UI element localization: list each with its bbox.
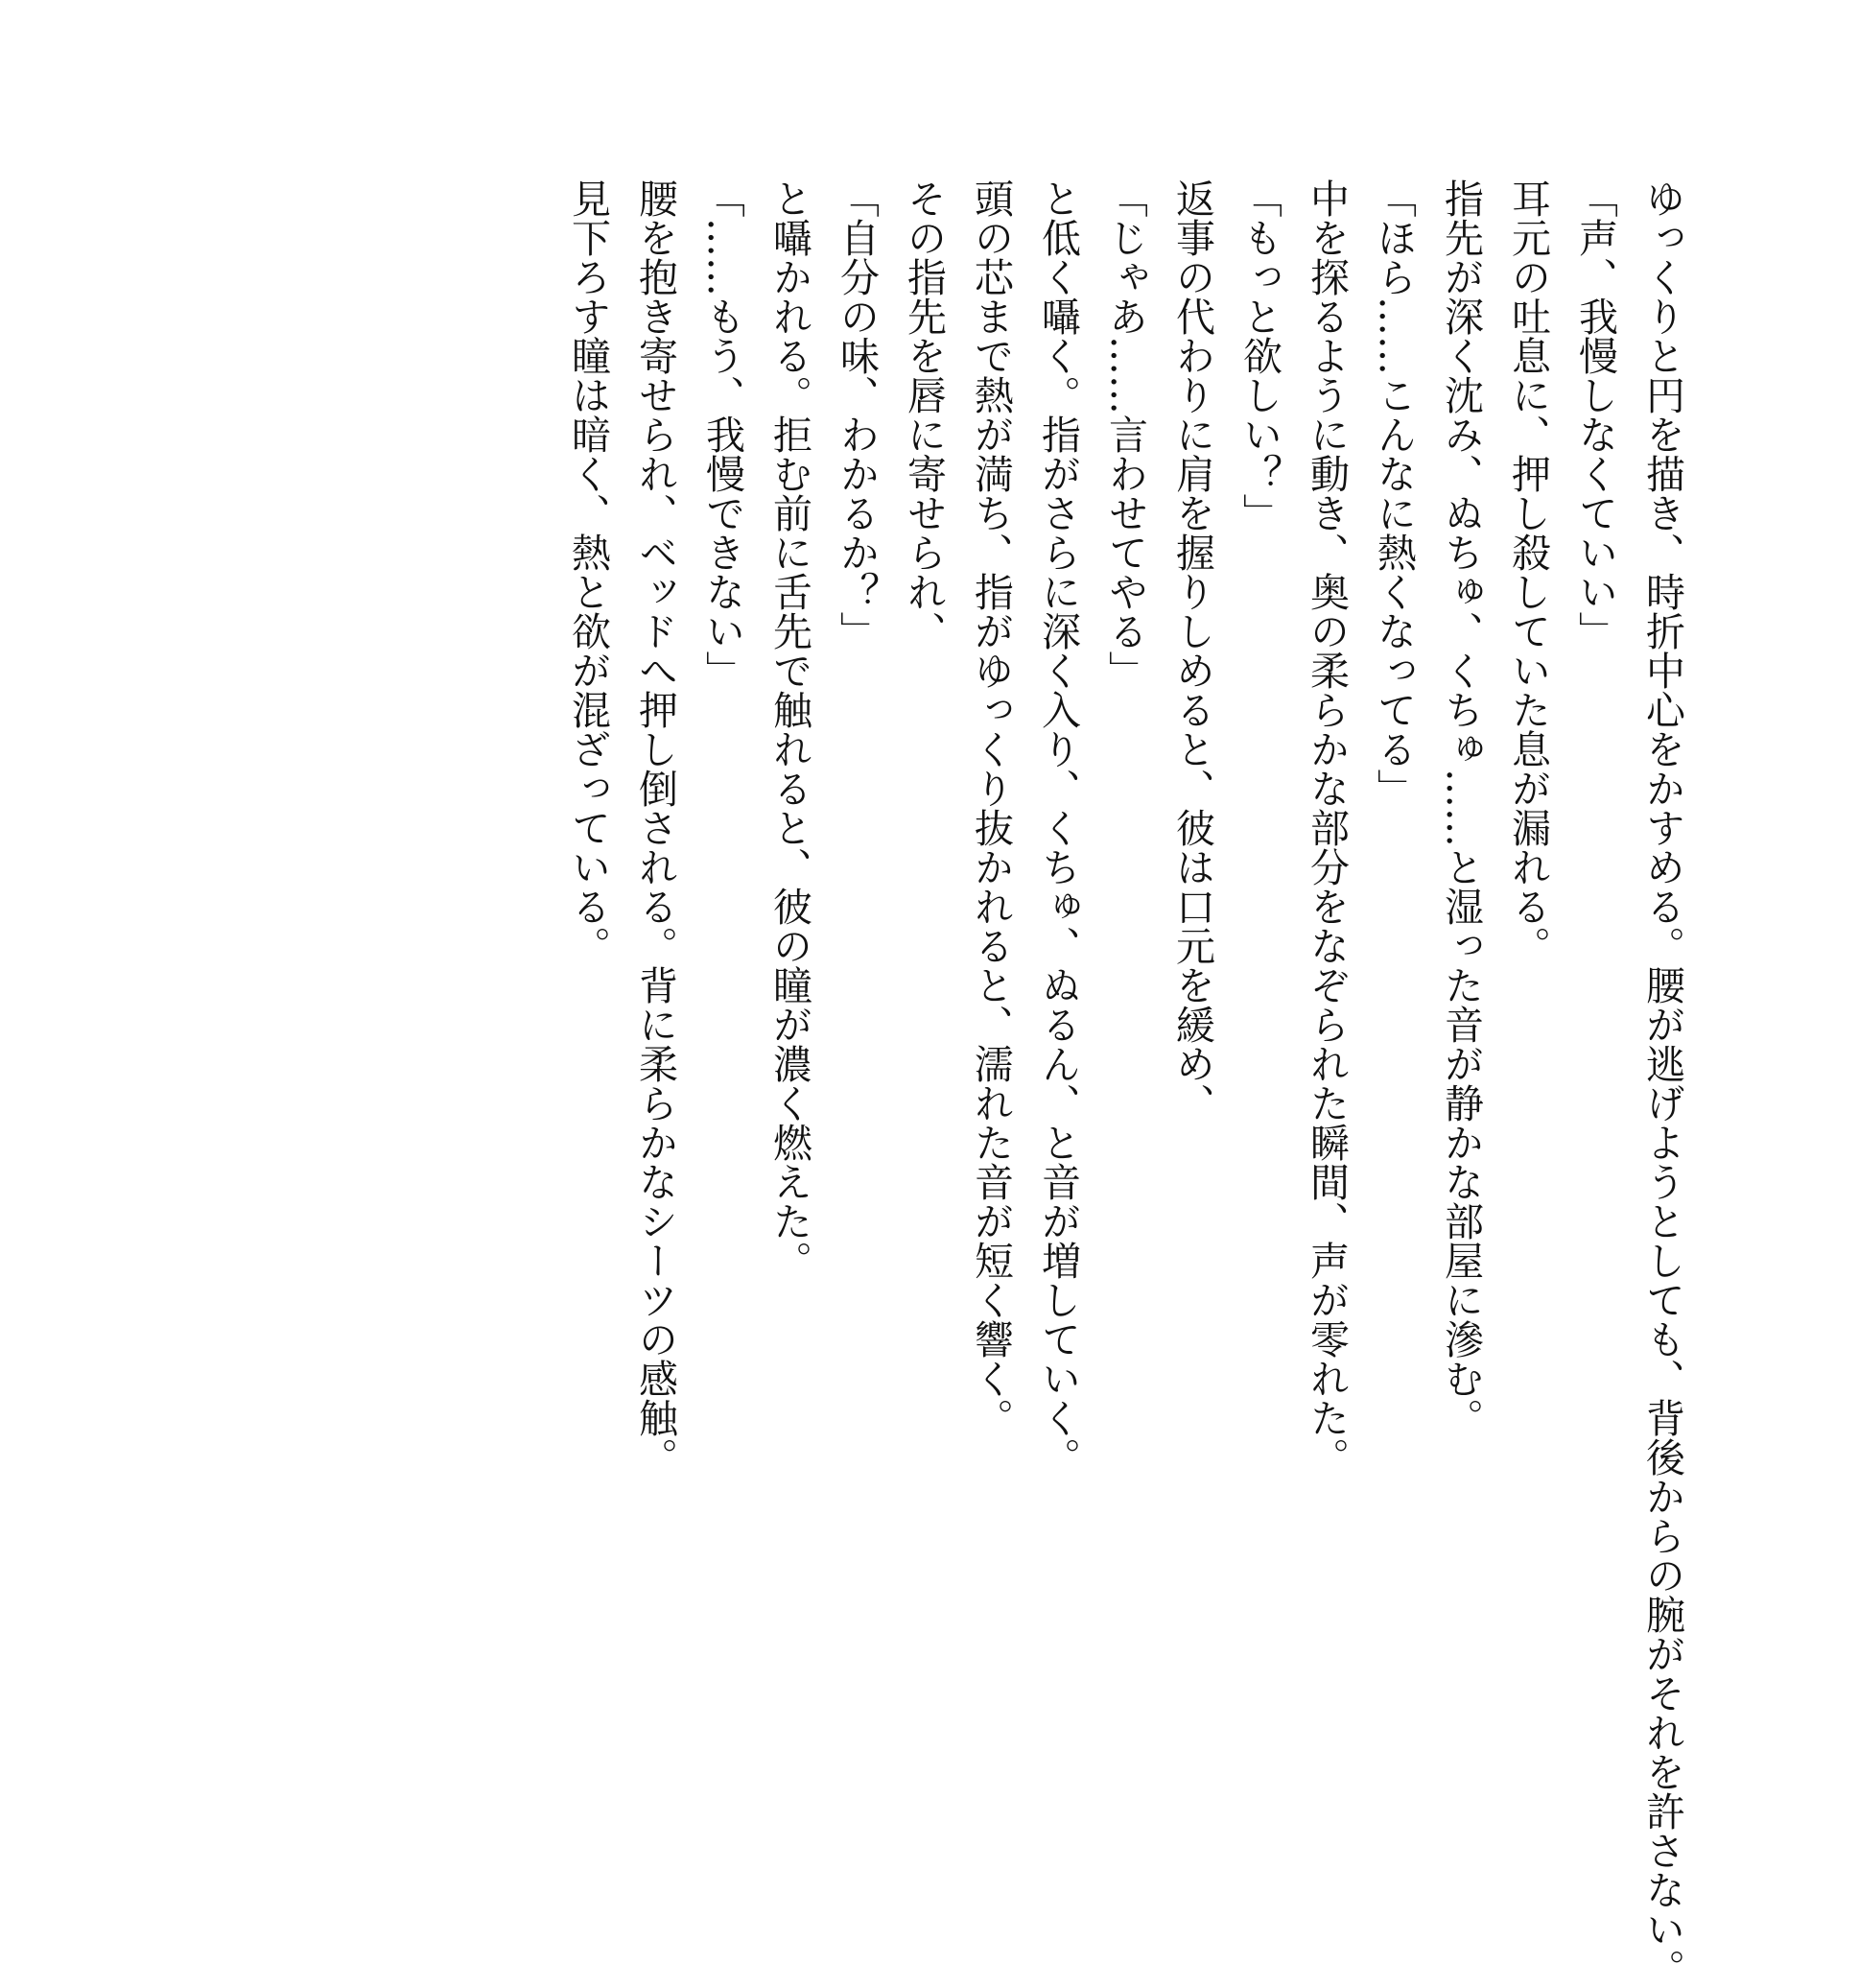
vertical-text-body xyxy=(554,178,1696,1988)
text-line: 返事の代わりに肩を握りしめると、彼は口元を緩め、 xyxy=(1169,178,1215,1123)
dialogue-line: 「ほら……こんなに熱くなってる」 xyxy=(1371,178,1417,808)
text-line: 耳元の吐息に、押し殺していた息が漏れる。 xyxy=(1505,178,1551,965)
dialogue-line: 「声、我慢しなくていい」 xyxy=(1572,178,1618,651)
text-line: 中を探るように動き、奥の柔らかな部分をなぞられた瞬間、声が零れた。 xyxy=(1304,178,1350,1477)
text-line: 腰を抱き寄せられ、ベッドへ押し倒される。背に柔らかなシーツの感触。 xyxy=(632,178,678,1477)
text-line: ゆっくりと円を描き、時折中心をかすめる。腰が逃げようとしても、背後からの腕がそれを許さない。 xyxy=(1639,178,1685,1988)
text-line: その指先を唇に寄せられ、 xyxy=(901,178,947,651)
text-line: 見下ろす瞳は暗く、熱と欲が混ざっている。 xyxy=(565,178,611,965)
text-line: と低く囁く。指がさらに深く入り、くちゅ、ぬるん、と音が増していく。 xyxy=(1035,178,1081,1477)
dialogue-line: 「……もう、我慢できない」 xyxy=(699,178,745,690)
text-line: と囁かれる。拒む前に舌先で触れると、彼の瞳が濃く燃えた。 xyxy=(766,178,812,1280)
dialogue-line: 「自分の味、わかるか？」 xyxy=(834,178,880,651)
text-line: 指先が深く沈み、ぬちゅ、くちゅ……と湿った音が静かな部屋に滲む。 xyxy=(1438,178,1484,1437)
dialogue-line: 「もっと欲しい？」 xyxy=(1236,178,1282,532)
text-line: 頭の芯まで熱が満ち、指がゆっくり抜かれると、濡れた音が短く響く。 xyxy=(968,178,1014,1437)
dialogue-line: 「じゃあ……言わせてやる」 xyxy=(1102,178,1148,690)
